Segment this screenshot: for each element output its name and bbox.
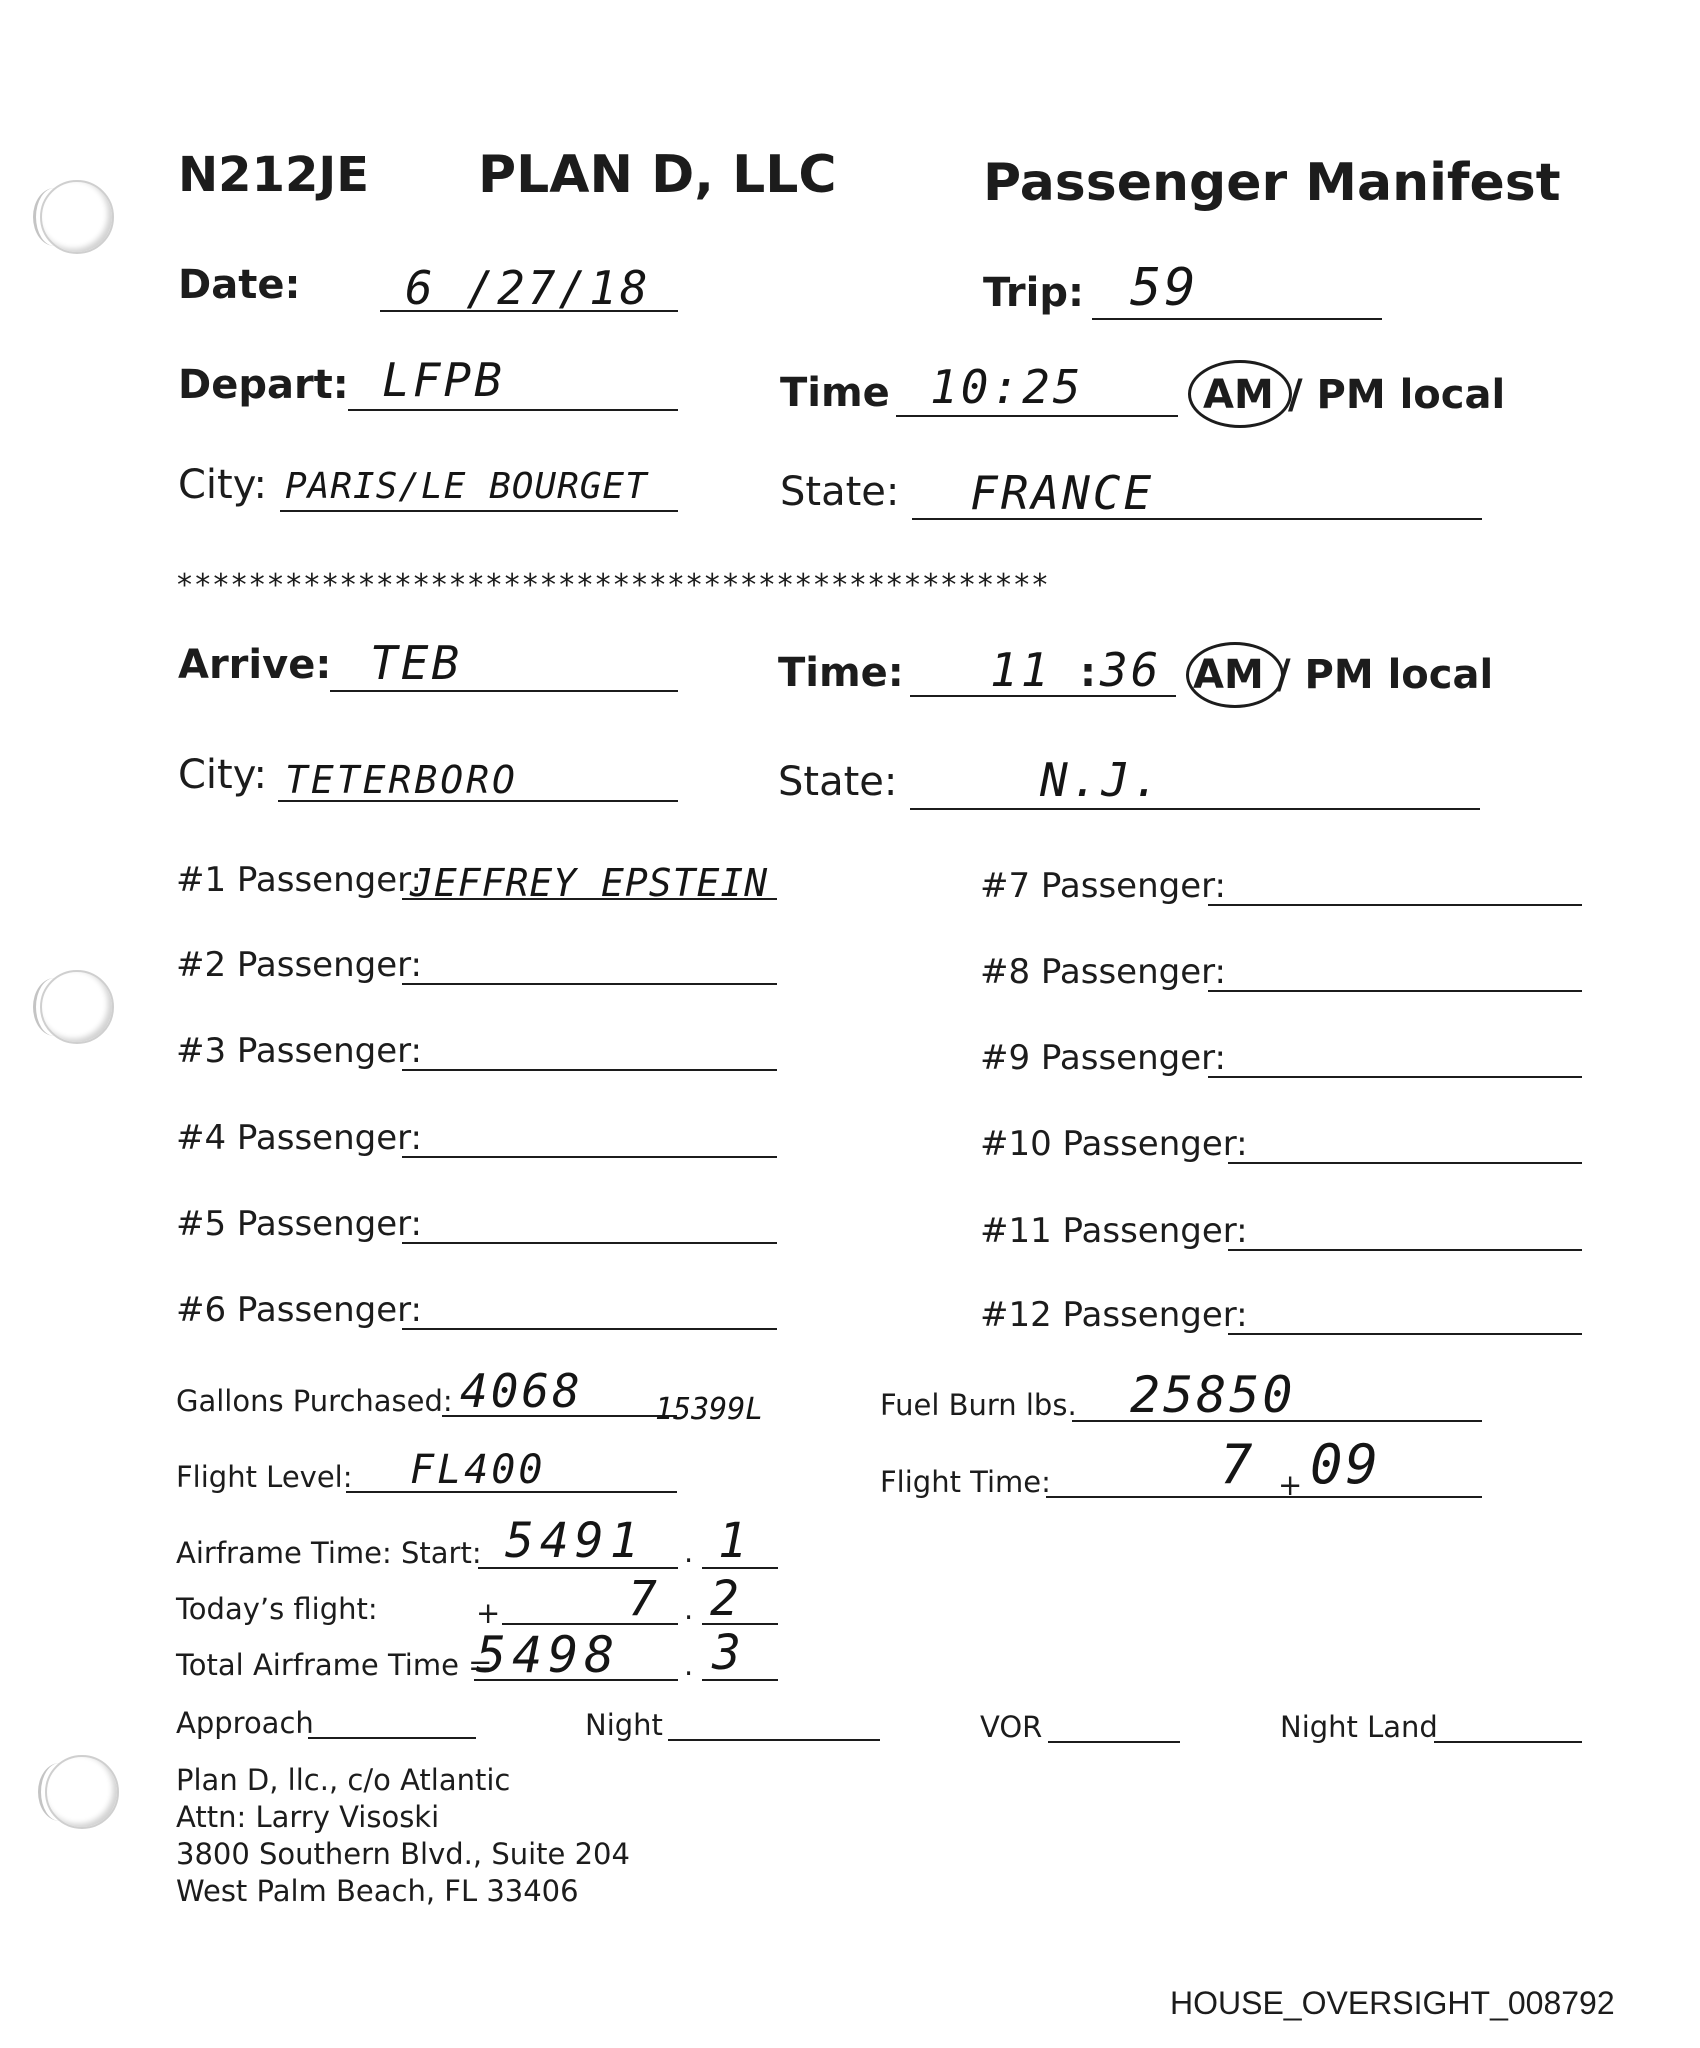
trip-value: 59 xyxy=(1130,258,1199,318)
arrive-label: Arrive: xyxy=(178,642,332,688)
trip-line xyxy=(1092,318,1382,320)
airframe-start-tenth: 1 xyxy=(718,1513,750,1569)
depart-label: Depart: xyxy=(178,362,349,408)
date-value: 6 /27/18 xyxy=(405,261,651,315)
depart-pm-local: / PM local xyxy=(1288,372,1506,418)
gallons-label: Gallons Purchased: xyxy=(176,1384,453,1418)
passenger-12-label: #12 Passenger: xyxy=(980,1295,1248,1335)
arrive-value: TEB xyxy=(370,636,463,690)
passenger-1-label: #1 Passenger: xyxy=(176,860,422,900)
approach-line xyxy=(308,1737,476,1739)
passenger-11-label: #11 Passenger: xyxy=(980,1211,1248,1251)
depart-time-line xyxy=(896,415,1178,417)
passenger-12-line xyxy=(1228,1333,1582,1335)
passenger-7-label: #7 Passenger: xyxy=(980,866,1226,906)
gallons-value: 4068 xyxy=(460,1364,583,1418)
address-line-4: West Palm Beach, FL 33406 xyxy=(176,1874,579,1908)
arrive-time-colon: : xyxy=(1080,650,1096,696)
passenger-4-line xyxy=(402,1156,777,1158)
separator: ************************************************ xyxy=(177,568,1051,603)
passenger-6-line xyxy=(402,1328,777,1330)
arrive-state-label: State: xyxy=(778,759,898,805)
fuel-burn-value: 25850 xyxy=(1130,1366,1296,1424)
flight-time-label: Flight Time: xyxy=(880,1465,1051,1499)
flight-level-value: FL400 xyxy=(410,1447,546,1493)
passenger-5-label: #5 Passenger: xyxy=(176,1204,422,1244)
arrive-time-hour: 11 xyxy=(990,643,1052,697)
total-airframe-label: Total Airframe Time = xyxy=(176,1648,493,1682)
todays-flight-whole: 7 xyxy=(628,1571,660,1627)
trip-label: Trip: xyxy=(983,270,1084,316)
flight-time-minutes: 09 xyxy=(1310,1433,1382,1496)
passenger-8-line xyxy=(1208,990,1582,992)
vor-label: VOR xyxy=(980,1710,1043,1744)
arrive-time-label: Time: xyxy=(778,650,904,696)
company-name: PLAN D, LLC xyxy=(478,145,837,205)
depart-time-value: 10:25 xyxy=(930,360,1084,414)
passenger-2-line xyxy=(402,983,777,985)
passenger-11-line xyxy=(1228,1249,1582,1251)
airframe-start-label: Airframe Time: Start: xyxy=(176,1536,482,1570)
passenger-3-label: #3 Passenger: xyxy=(176,1031,422,1071)
depart-state-value: FRANCE xyxy=(970,466,1155,520)
binder-hole-middle xyxy=(40,970,114,1044)
passenger-7-line xyxy=(1208,904,1582,906)
depart-city-label: City: xyxy=(178,462,267,508)
passenger-2-label: #2 Passenger: xyxy=(176,945,422,985)
todays-flight-plus: + xyxy=(476,1596,501,1630)
airframe-start-point: . xyxy=(684,1535,694,1569)
arrive-city-label: City: xyxy=(178,752,267,798)
address-line-3: 3800 Southern Blvd., Suite 204 xyxy=(176,1837,630,1871)
address-line-2: Attn: Larry Visoski xyxy=(176,1800,440,1834)
passenger-9-label: #9 Passenger: xyxy=(980,1038,1226,1078)
binder-hole-bottom xyxy=(45,1755,119,1829)
flight-time-plus: + xyxy=(1278,1468,1303,1502)
passenger-10-label: #10 Passenger: xyxy=(980,1124,1248,1164)
night-land-line xyxy=(1434,1741,1582,1743)
depart-city-value: PARIS/LE BOURGET xyxy=(285,466,648,507)
depart-state-label: State: xyxy=(780,469,900,515)
passenger-5-line xyxy=(402,1242,777,1244)
todays-flight-label: Today’s flight: xyxy=(176,1592,378,1626)
bates-number: HOUSE_OVERSIGHT_008792 xyxy=(1170,1985,1615,2021)
flight-level-label: Flight Level: xyxy=(176,1460,353,1494)
arrive-line xyxy=(330,690,678,692)
passenger-6-label: #6 Passenger: xyxy=(176,1290,422,1330)
depart-am: AM xyxy=(1203,372,1274,418)
depart-time-label: Time xyxy=(780,370,890,416)
flight-time-line xyxy=(1046,1496,1482,1498)
arrive-state-value: N.J. xyxy=(1040,753,1163,807)
approach-label: Approach xyxy=(176,1706,314,1740)
total-airframe-whole: 5498 xyxy=(476,1626,621,1684)
page-title: Passenger Manifest xyxy=(983,153,1561,213)
todays-flight-point: . xyxy=(684,1592,694,1626)
passenger-9-line xyxy=(1208,1076,1582,1078)
arrive-state-line xyxy=(910,808,1480,810)
binder-hole-top xyxy=(40,180,114,254)
passenger-8-label: #8 Passenger: xyxy=(980,952,1226,992)
arrive-time-minute: 36 xyxy=(1100,643,1162,697)
gallons-liters: 15399L xyxy=(655,1392,764,1427)
tail-number: N212JE xyxy=(178,147,370,203)
total-airframe-point: . xyxy=(684,1648,694,1682)
arrive-city-value: TETERBORO xyxy=(285,758,518,802)
total-airframe-tenth: 3 xyxy=(712,1625,744,1681)
flight-time-hours: 7 xyxy=(1220,1433,1256,1496)
fuel-burn-label: Fuel Burn lbs. xyxy=(880,1388,1077,1422)
airframe-start-whole: 5491 xyxy=(505,1513,645,1569)
night-line xyxy=(668,1739,880,1741)
arrive-am: AM xyxy=(1193,652,1264,698)
address-line-1: Plan D, llc., c/o Atlantic xyxy=(176,1763,511,1797)
vor-line xyxy=(1048,1741,1180,1743)
passenger-10-line xyxy=(1228,1162,1582,1164)
night-label: Night xyxy=(585,1708,663,1742)
depart-value: LFPB xyxy=(382,353,505,407)
passenger-1-value: JEFFREY EPSTEIN xyxy=(410,861,769,905)
passenger-4-label: #4 Passenger: xyxy=(176,1118,422,1158)
night-land-label: Night Land xyxy=(1280,1710,1438,1744)
passenger-3-line xyxy=(402,1069,777,1071)
date-label: Date: xyxy=(178,262,301,308)
todays-flight-tenth: 2 xyxy=(710,1571,742,1627)
depart-line xyxy=(348,409,678,411)
arrive-pm-local: / PM local xyxy=(1276,652,1494,698)
